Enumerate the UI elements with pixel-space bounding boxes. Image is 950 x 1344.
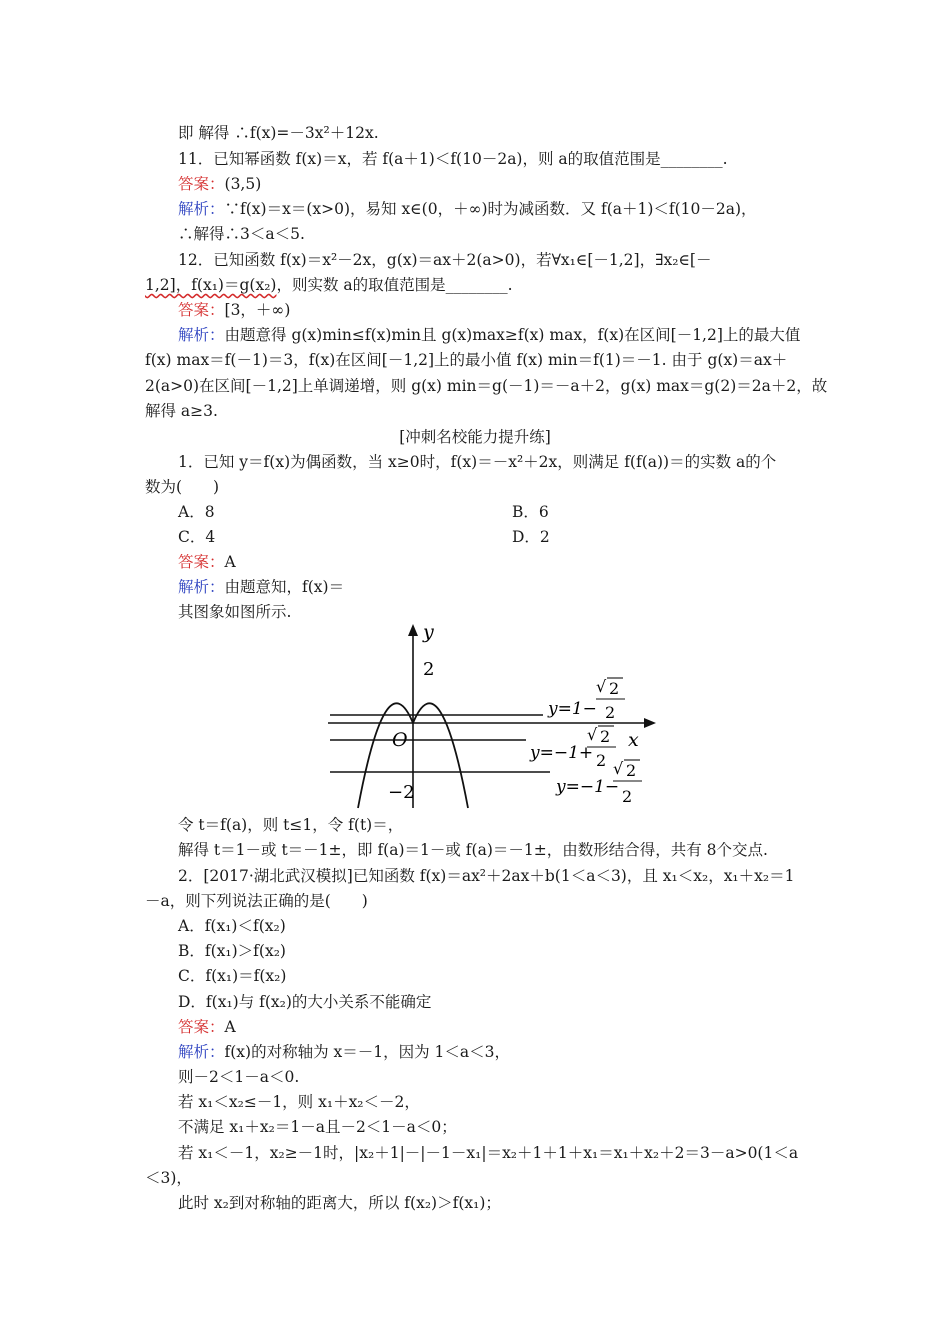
question-12-rest: ，则实数 a的取值范围是________. (276, 276, 513, 294)
option-a: A．f(x₁)＜f(x₂) (178, 917, 286, 935)
origin-label: O (392, 729, 408, 751)
explanation-p1 (178, 577, 344, 597)
answer-12 (178, 300, 290, 320)
sqrt-sign: √ (596, 677, 607, 696)
answer-value: (3,5) (224, 175, 262, 193)
option-c: C．f(x₁)＝f(x₂) (178, 967, 287, 985)
wavy-underlined-text: 1,2]，f(x₁)＝g(x₂) (145, 276, 277, 294)
fraction-denominator: 2 (596, 751, 607, 770)
x-axis-arrow (644, 718, 656, 728)
option-b: B．6 (512, 503, 549, 521)
question-11: 11．已知幂函数 f(x)＝x，若 f(a＋1)＜f(10－2a)，则 a的取值范围是________. (178, 150, 728, 168)
text-line: 则－2＜1－a＜0. (178, 1068, 300, 1086)
problem-2-cont: －a，则下列说法正确的是( ) (145, 892, 368, 910)
problem-2: 2．[2017·湖北武汉模拟]已知函数 f(x)＝ax²＋2ax＋b(1＜a＜3)，且 x₁＜x₂，x₁＋x₂＝1 (178, 867, 795, 885)
sqrt-sign: √ (613, 759, 624, 778)
answer-label: 答案： (178, 1018, 225, 1036)
text-line: 即 解得 ∴f(x)=－3x²＋12x. (178, 124, 379, 142)
sqrt-num: 2 (600, 727, 611, 746)
sqrt-sign: √ (587, 725, 598, 744)
explanation-text: 由题意得 g(x)min≤f(x)min且 g(x)max≥f(x) max，f(x)在区间[－1,2]上的最大值 (224, 326, 801, 344)
option-d: D．2 (512, 528, 550, 546)
function-graph (328, 622, 658, 810)
text-line: 令 t＝f(a)，则 t≤1，令 f(t)＝， (178, 816, 404, 834)
answer-value: [3，＋∞) (224, 301, 291, 319)
fraction-denominator: 2 (622, 787, 633, 806)
explanation-12-d: 解得 a≥3. (145, 402, 218, 420)
answer-11 (178, 174, 261, 194)
explanation-12-b: f(x) max＝f(－1)＝3，f(x)在区间[－1,2]上的最小值 f(x) min＝f(1)＝－1. 由于 g(x)＝ax＋ (145, 351, 788, 369)
right-parabola (413, 703, 468, 808)
text-line: 不满足 x₁＋x₂＝1－a且－2＜1－a＜0； (178, 1118, 457, 1136)
text-line: 若 x₁＜x₂≤－1，则 x₁＋x₂＜－2， (178, 1093, 420, 1111)
answer-label: 答案： (178, 553, 225, 571)
option-c: C．4 (178, 528, 216, 546)
explanation-text: ∵f(x)＝x＝(x>0)，易知 x∈(0，＋∞)时为减函数．又 f(a＋1)＜f(10－2a)， (224, 200, 757, 218)
tick-label-2: 2 (423, 659, 435, 680)
sqrt-num: 2 (626, 761, 637, 780)
explanation-label: 解析： (178, 326, 225, 344)
problem-1: 1．已知 y＝f(x)为偶函数，当 x≥0时，f(x)＝－x²＋2x，则满足 f(f(a))＝的实数 a的个 (178, 453, 777, 471)
question-12-cont (145, 275, 513, 295)
answer-p2 (178, 1017, 236, 1037)
explanation-12-c: 2(a>0)在区间[－1,2]上单调递增，则 g(x) min＝g(－1)＝－a＋2，g(x) max＝g(2)＝2a＋2，故 (145, 377, 828, 395)
explanation-p1-b: 其图象如图所示. (178, 603, 292, 621)
explanation-12 (178, 325, 800, 345)
text-line: ＜3)， (145, 1169, 192, 1187)
answer-value: A (224, 553, 236, 571)
explanation-p2 (178, 1042, 510, 1062)
fraction-denominator: 2 (605, 703, 616, 722)
option-b: B．f(x₁)＞f(x₂) (178, 942, 286, 960)
answer-value: A (224, 1018, 236, 1036)
explanation-label: 解析： (178, 1043, 225, 1061)
x-axis-label: x (628, 729, 639, 751)
text-line: 解得 t＝1－或 t＝－1±，即 f(a)＝1－或 f(a)＝－1±，由数形结合得，共有 8个交点. (178, 841, 768, 859)
explanation-11-cont: ∴解得∴3＜a＜5. (178, 225, 305, 243)
option-d: D．f(x₁)与 f(x₂)的大小关系不能确定 (178, 993, 432, 1011)
problem-1-cont: 数为( ) (145, 478, 220, 496)
line-label-1: y=1− (548, 699, 597, 719)
answer-label: 答案： (178, 301, 225, 319)
tick-label-neg2: −2 (388, 782, 415, 803)
sqrt-num: 2 (609, 679, 620, 698)
explanation-label: 解析： (178, 200, 225, 218)
explanation-text: f(x)的对称轴为 x＝－1，因为 1＜a＜3， (224, 1043, 511, 1061)
explanation-text: 由题意知，f(x)＝ (224, 578, 345, 596)
line-label-3: y=−1− (556, 777, 620, 797)
y-axis-label: y (423, 622, 434, 643)
answer-label: 答案： (178, 175, 225, 193)
explanation-label: 解析： (178, 578, 225, 596)
line-label-2: y=−1+ (530, 743, 594, 763)
section-title: [冲刺名校能力提升练] (399, 428, 551, 446)
y-axis-arrow (408, 624, 418, 636)
text-line: 若 x₁＜－1，x₂≥－1时，|x₂＋1|－|－1－x₁|＝x₂＋1＋1＋x₁＝x₁＋x₂＋2＝3－a>0(1＜a (178, 1144, 799, 1162)
answer-p1 (178, 552, 236, 572)
question-12: 12．已知函数 f(x)＝x²－2x，g(x)＝ax＋2(a>0)，若∀x₁∈[－1,2]，∃x₂∈[－ (178, 251, 712, 269)
explanation-11 (178, 199, 757, 219)
option-a: A．8 (178, 503, 215, 521)
text-line: 此时 x₂到对称轴的距离大，所以 f(x₂)＞f(x₁)； (178, 1194, 501, 1212)
